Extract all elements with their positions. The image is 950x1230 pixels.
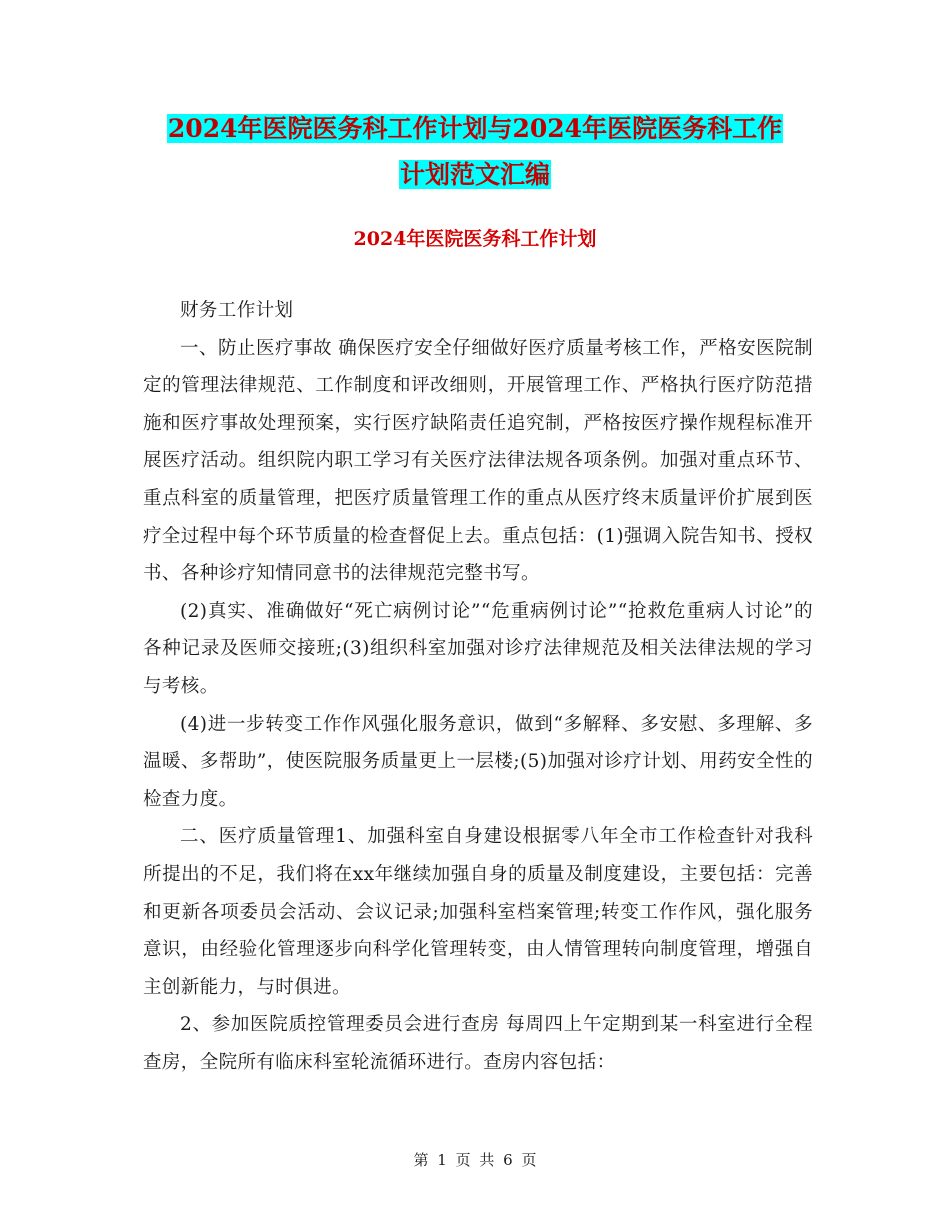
paragraph: 财务工作计划 <box>180 300 294 321</box>
paragraph: 一、防止医疗事故 确保医疗安全仔细做好医疗质量考核工作，严格安医院制定的管理法律规范、工作制度和评改细则，开展管理工作、严格执行医疗防范措施和医疗事故处理预案，实行医疗缺陷责任追究制，严格按医疗操作规程标准开展医疗活动。组织院内职工学习有关医疗法律法规各项条例。加强对重点环节、重点科室的质量管理，把医疗质量管理工作的重点从医疗终末质量评价扩展到医疗全过程中每个环节质量的检查督促上去。重点包括：(1)强调入院告知书、授权书、各种诊疗知情同意书的法律规范完整书写。 <box>143 337 814 585</box>
document-title-line-1: 2024年医院医务科工作计划与2024年医院医务科工作 <box>167 114 783 143</box>
document-title-line-2: 计划范文汇编 <box>399 160 550 189</box>
paragraph: 2、参加医院质控管理委员会进行查房 每周四上午定期到某一科室进行全程查房，全院所有临床科室轮流循环进行。查房内容包括： <box>143 1014 813 1073</box>
paragraph: (2)真实、准确做好“死亡病例讨论”“危重病例讨论”“抢救危重病人讨论”的各种记录及医师交接班;(3)组织科室加强对诊疗法律规范及相关法律法规的学习与考核。 <box>143 600 813 697</box>
page-footer: 第 1 页 共 6 页 <box>413 1151 537 1169</box>
document-title <box>0 106 950 198</box>
section-title: 2024年医院医务科工作计划 <box>353 228 597 250</box>
document-body <box>143 292 813 1081</box>
paragraph: (4)进一步转变工作作风强化服务意识，做到“多解释、多安慰、多理解、多温暖、多帮助”，使医院服务质量更上一层楼;(5)加强对诊疗计划、用药安全性的检查力度。 <box>143 713 813 810</box>
paragraph: 二、医疗质量管理1、加强科室自身建设根据零八年全市工作检查针对我科所提出的不足，我们将在xx年继续加强自身的质量及制度建设，主要包括：完善和更新各项委员会活动、会议记录;加强科室档案管理;转变工作作风，强化服务意识，由经验化管理逐步向科学化管理转变，由人情管理转向制度管理，增强自主创新能力，与时俱进。 <box>143 826 813 998</box>
